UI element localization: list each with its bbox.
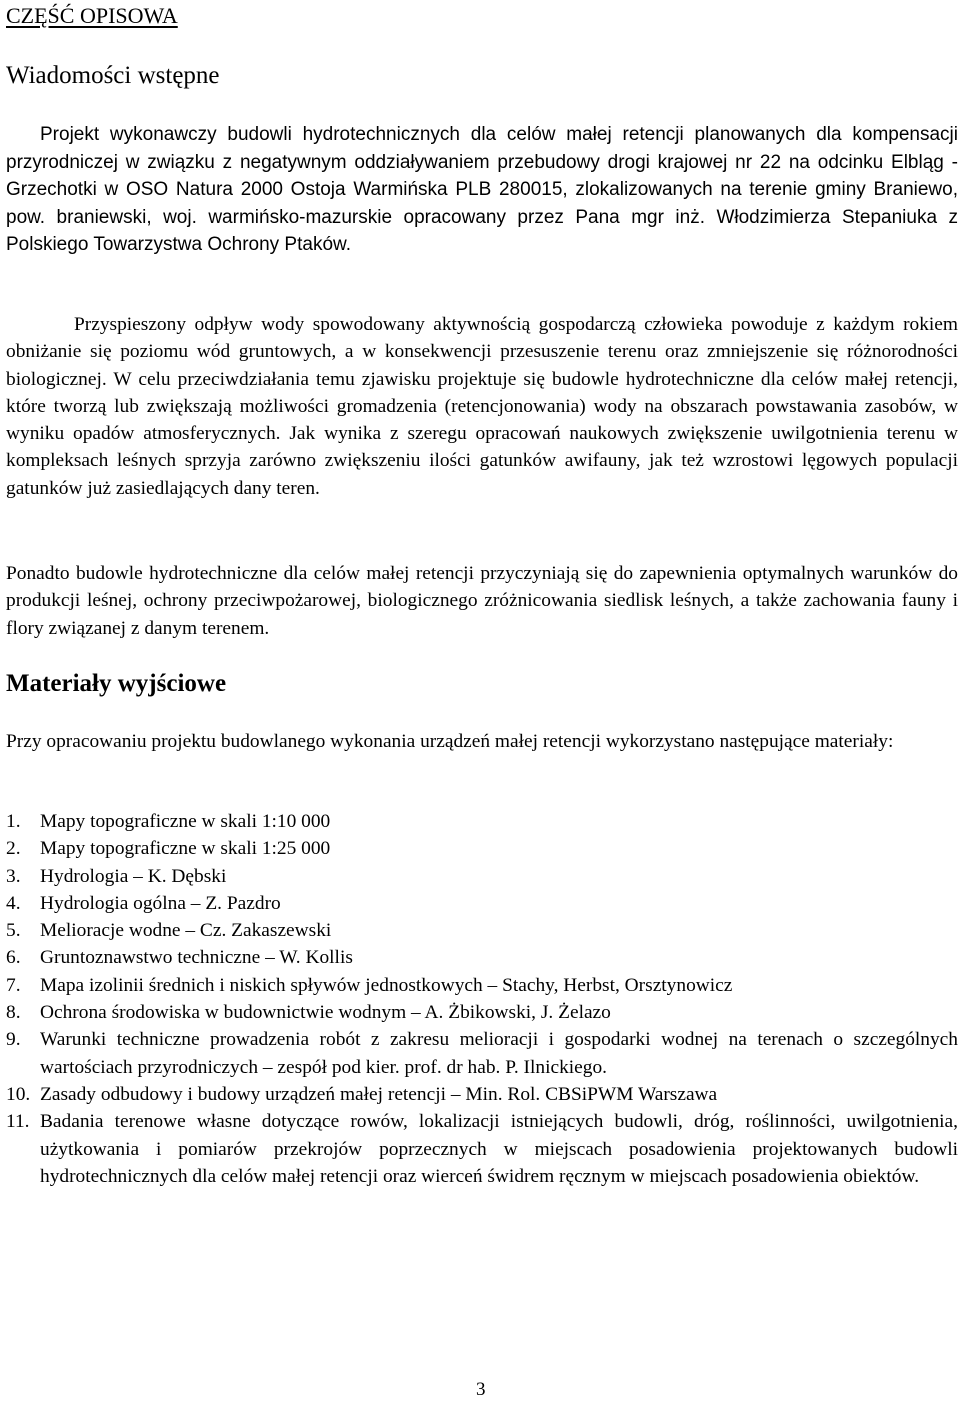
list-item-text: Melioracje wodne – Cz. Zakaszewski — [40, 920, 332, 942]
list-item-number: 2. — [6, 838, 21, 860]
section-heading-intro: Wiadomości wstępne — [6, 62, 220, 89]
list-item-number: 6. — [6, 947, 21, 969]
part-title: CZĘŚĆ OPISOWA — [6, 3, 178, 28]
list-item-text: Hydrologia – K. Dębski — [40, 865, 227, 887]
list-item — [6, 863, 958, 890]
list-item-number: 8. — [6, 1002, 21, 1024]
list-item — [6, 1081, 958, 1108]
intro-paragraph-2: Przyspieszony odpływ wody spowodowany aktywnością gospodarczą człowieka powoduje z każdym rokiem obniżanie się poziomu wód gruntowych, a w konsekwencji przesuszenie terenu oraz zmniejszenie się różnorodności biologicznej. W celu przeciwdziałania temu zjawisku projektuje się budowle hydrotechniczne dla celów małej retencji, które tworzą lub zwiększają możliwości gromadzenia (retencjonowania) wody na obszarach powstawania zasobów, w wyniku opadów atmosferycznych. Jak wynika z szeregu opracowań naukowych zwiększenie uwilgotnienia terenu w kompleksach leśnych sprzyja zarówno zwiększeniu ilości gatunków awifauny, jak też wzrostowi lęgowych populacji gatunków już zasiedlających dany teren. — [6, 314, 958, 499]
materials-intro-paragraph: Przy opracowaniu projektu budowlanego wykonania urządzeń małej retencji wykorzystano następujące materiały: — [6, 731, 894, 752]
list-item-text: Ochrona środowiska w budownictwie wodnym – A. Żbikowski, J. Żelazo — [40, 1002, 611, 1024]
list-item-text: Mapy topograficzne w skali 1:25 000 — [40, 838, 331, 860]
list-item — [6, 944, 958, 971]
list-item-number: 10. — [6, 1083, 31, 1105]
section-heading-materials: Materiały wyjściowe — [6, 670, 227, 697]
list-item-text: Warunki techniczne prowadzenia robót z zakresu melioracji i gospodarki wodnej na terenach o szczególnych wartościach przyrodniczych – zespół pod kier. prof. dr hab. P. Ilnickiego. — [40, 1029, 958, 1078]
intro-paragraph-1: Projekt wykonawczy budowli hydrotechnicznych dla celów małej retencji planowanych dla kompensacji przyrodniczej w związku z negatywnym oddziaływaniem przebudowy drogi krajowej nr 22 na odcinku Elbląg - Grzechotki w OSO Natura 2000 Ostoja Warmińska PLB 280015, zlokalizowanych na terenie gminy Braniewo, pow. braniewski, woj. warmińsko-mazurskie opracowany przez Pana mgr inż. Włodzimierza Stepaniuka z Polskiego Towarzystwa Ochrony Ptaków. — [6, 124, 958, 255]
list-item-number: 5. — [6, 920, 21, 942]
list-item — [6, 835, 958, 862]
intro-paragraph-3: Ponadto budowle hydrotechniczne dla celów małej retencji przyczyniają się do zapewnienia optymalnych warunków do produkcji leśnej, ochrony przeciwpożarowej, biologicznego zróżnicowania siedlisk leśnych, a także zachowania fauny i flory związanej z danym terenem. — [6, 563, 958, 639]
list-item — [6, 890, 958, 917]
list-item — [6, 999, 958, 1026]
page-number: 3 — [476, 1379, 486, 1400]
list-item-text: Hydrologia ogólna – Z. Pazdro — [40, 892, 281, 914]
list-item-text: Mapy topograficzne w skali 1:10 000 — [40, 811, 331, 832]
list-item-number: 4. — [6, 892, 21, 914]
materials-list — [6, 808, 958, 1190]
list-item-number: 9. — [6, 1029, 21, 1051]
list-item — [6, 972, 958, 999]
list-item-text: Gruntoznawstwo techniczne – W. Kollis — [40, 947, 353, 969]
list-item — [6, 1108, 958, 1190]
list-item — [6, 808, 958, 835]
list-item-number: 1. — [6, 811, 21, 832]
list-item-number: 3. — [6, 865, 21, 887]
document-page — [6, 0, 958, 1402]
list-item — [6, 1026, 958, 1081]
list-item — [6, 917, 958, 944]
list-item-number: 11. — [6, 1111, 30, 1133]
list-item-text: Mapa izolinii średnich i niskich spływów jednostkowych – Stachy, Herbst, Orsztynowicz — [40, 974, 733, 996]
list-item-text: Badania terenowe własne dotyczące rowów, lokalizacji istniejących budowli, dróg, roślinności, uwilgotnienia, użytkowania i pomiarów przekrojów poprzecznych w miejscach posadowienia projektowanych budowli hydrotechnicznych dla celów małej retencji oraz wierceń świdrem ręcznym w miejscach posadowienia obiektów. — [40, 1111, 958, 1187]
list-item-text: Zasady odbudowy i budowy urządzeń małej retencji – Min. Rol. CBSiPWM Warszawa — [40, 1083, 718, 1105]
list-item-number: 7. — [6, 974, 21, 996]
